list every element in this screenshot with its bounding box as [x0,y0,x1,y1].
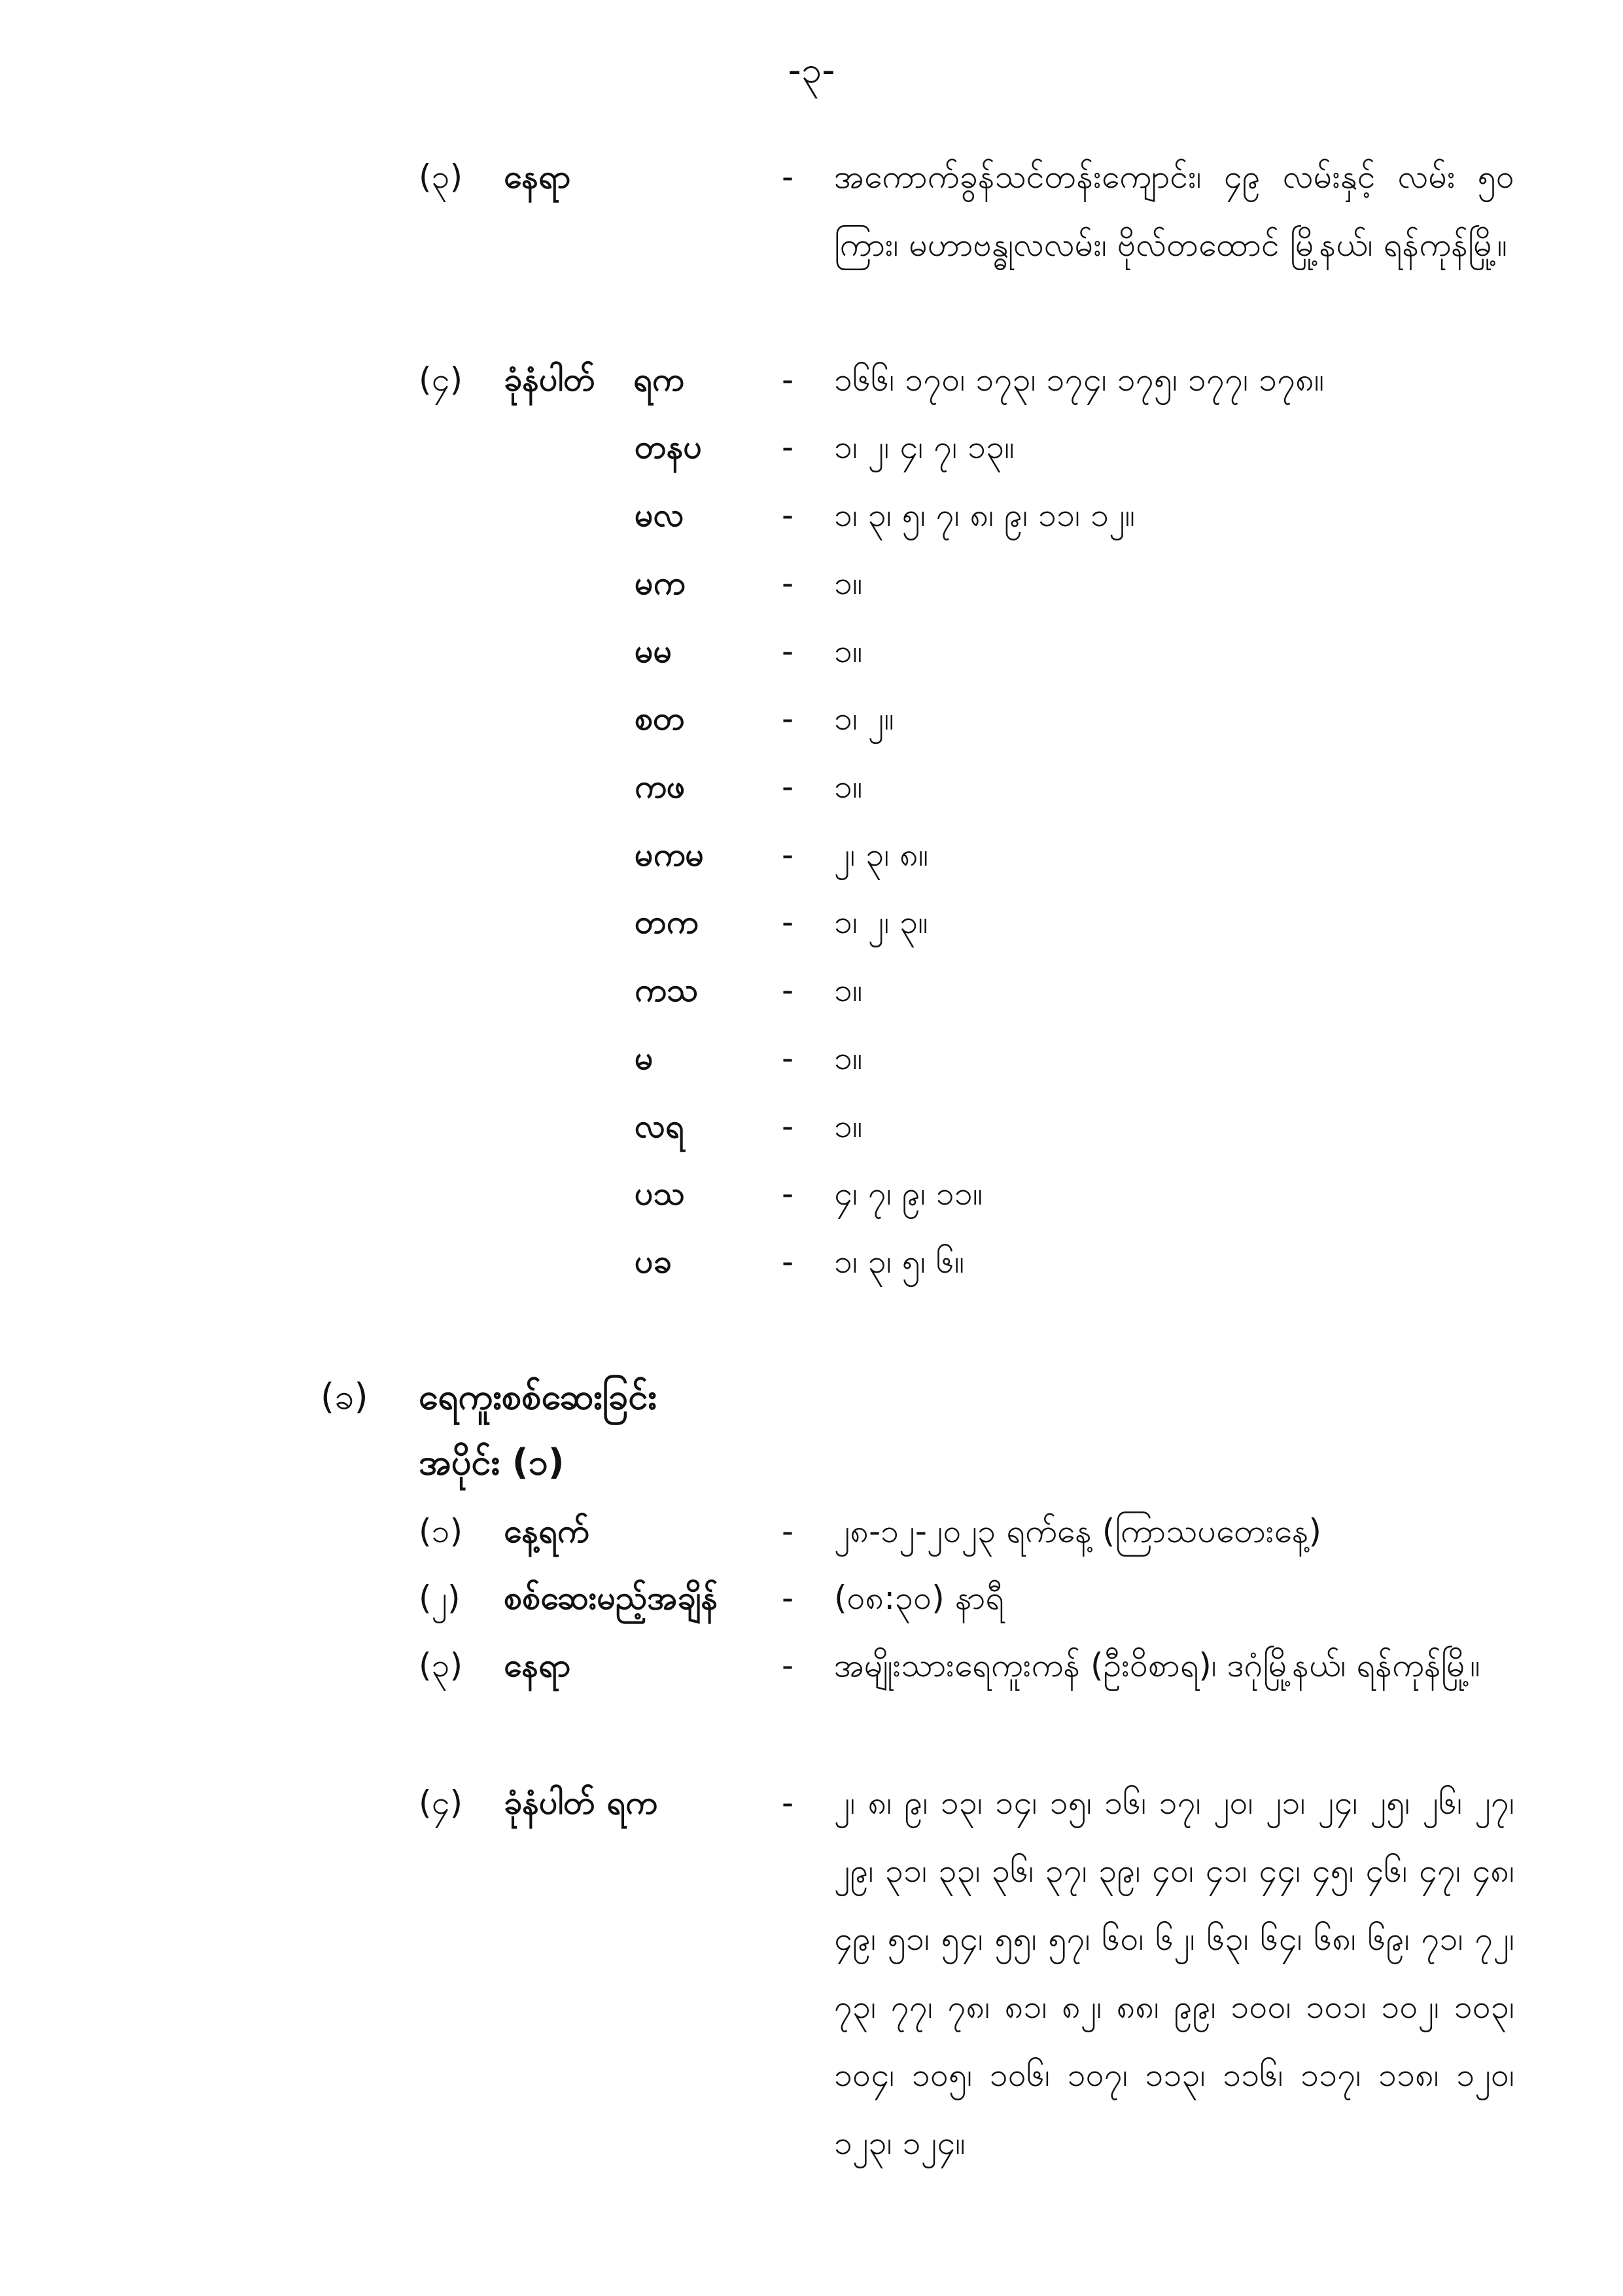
seat-row [0,1097,1623,1156]
item-label: နေ့ရက် [504,1512,589,1550]
seat-row-value: ၁၊ ၂၊ ၄၊ ၇၊ ၁၃။ [834,428,1015,466]
seat-row-dash: - [782,1107,794,1145]
item-dash: - [782,1646,794,1684]
item-number: (၂) [419,1579,461,1617]
seat-row-label: လရ [635,1107,684,1145]
seat-row [0,1029,1623,1087]
seat-row-dash: - [782,903,794,941]
item-dash: - [782,1512,794,1550]
seat-row-value: ၁။ [834,1039,863,1077]
seat-row [0,1164,1623,1223]
seat-row-value: ၁။ [834,564,863,602]
item-number: (၃) [419,1646,463,1684]
seat-row [0,961,1623,1019]
seat-row [0,417,1623,476]
item-dash: - [782,1784,794,1822]
seat-row-value: ၁။ [834,971,863,1009]
item-label: နေရာ [504,1646,571,1684]
item-dash: - [782,1579,794,1617]
section-title [419,1368,657,1426]
item-number: (၃) [419,158,463,196]
seat-row-value: ၁။ [834,768,863,805]
seat-row [0,486,1623,544]
seat-row-value: ၁။ [834,1107,863,1145]
seat-row-value: ၁၆၆၊ ၁၇၀၊ ၁၇၃၊ ၁၇၄၊ ၁၇၅၊ ၁၇၇၊ ၁၇၈။ [834,361,1325,398]
seat-row-label: မကမ [635,836,705,874]
item-number: (၄) [419,361,463,398]
seat-row-label: တက [635,903,699,941]
seat-row [0,757,1623,816]
item-number: (၁) [419,1512,463,1550]
seat-row-value: ၁၊ ၃၊ ၅၊ ၇၊ ၈၊ ၉၊ ၁၁၊ ၁၂။ [834,496,1135,534]
page-number: -၃- [788,49,835,92]
seat-row-dash: - [782,971,794,1009]
item-label: စစ်ဆေးမည့်အချိန် [504,1579,718,1617]
item-dash: - [782,158,794,196]
seat-row [0,892,1623,951]
seat-row [0,689,1623,748]
section-part-text: အပိုင်း (၁) [419,1441,565,1483]
seat-row-value: ၁၊ ၂။ [834,699,894,737]
seat-row-value: ၂၊ ၃၊ ၈။ [834,836,928,874]
seat-row-label: မ [635,1039,654,1077]
seat-row-value: ၄၊ ၇၊ ၉၊ ၁၁။ [834,1174,983,1212]
seat-row-label: ရက [633,361,684,398]
seat-row [0,825,1623,884]
seat-row-label: ပသ [635,1174,685,1212]
seat-row-dash: - [782,1174,794,1212]
date-row [0,1502,1623,1561]
item-label: ခုံနံပါတ် [504,361,595,398]
date-value: ၂၈-၁၂-၂၀၂၃ ရက်နေ့ (ကြာသပတေးနေ့) [834,1512,1322,1550]
seat-row-label: မလ [635,496,684,534]
seat-row-label: တနပ [635,428,703,466]
seat-row-dash: - [782,836,794,874]
seat-row-label: ပခ [635,1243,672,1280]
item-number: (၄) [419,1784,463,1822]
seat-row-value: ၁၊ ၂၊ ၃။ [834,903,928,941]
seat-row-value: ၁၊ ၃၊ ၅၊ ၆။ [834,1243,965,1280]
seat-row [0,622,1623,680]
seat-row-label: မမ [635,632,672,670]
section-part [419,1433,565,1492]
time-row [0,1568,1623,1627]
seat-row-label: ကသ [635,971,699,1009]
time-value: (၀၈:၃၀) နာရီ [834,1579,1004,1617]
location-row [419,147,1531,264]
venue-row [0,1636,1623,1695]
seat-row-dash: - [782,564,794,602]
seat-row-label: စတ [635,699,685,737]
seat-row-dash: - [782,699,794,737]
seat-row-dash: - [782,428,794,466]
location-value: အကောက်ခွန်သင်တန်းကျောင်း၊ ၄၉ လမ်းနှင့် လမ်း ၅၀ ကြား၊ မဟာဗန္ဓုလလမ်း၊ ဗိုလ်တထောင် မြို့နယ်၊ ရန်ကုန်မြို့။ [834,158,1514,264]
seat-row-dash: - [782,361,794,398]
seat-row-dash: - [782,1243,794,1280]
seat-row [0,554,1623,612]
venue-value: အမျိုးသားရေကူးကန် (ဦးဝိစာရ)၊ ဒဂုံမြို့နယ်၊ ရန်ကုန်မြို့။ [834,1646,1480,1684]
seat-row-dash: - [782,632,794,670]
seat-row-dash: - [782,496,794,534]
seat-row [0,350,1623,409]
seat-row-dash: - [782,768,794,805]
item-label: နေရာ [504,158,571,196]
seat-row-dash: - [782,1039,794,1077]
section-title-text: ရေကူးစစ်ဆေးခြင်း [419,1376,657,1417]
swim-seat-row [0,1773,1623,2162]
seat-row [0,1232,1623,1291]
item-label: ခုံနံပါတ် ရက [504,1784,657,1822]
section-number: (ခ) [321,1376,368,1417]
seat-row-label: မက [635,564,686,602]
seat-row-label: ကဖ [635,768,686,805]
swim-seat-value: ၂၊ ၈၊ ၉၊ ၁၃၊ ၁၄၊ ၁၅၊ ၁၆၊ ၁၇၊ ၂၀၊ ၂၁၊ ၂၄၊ ၂၅၊ ၂၆၊ ၂၇၊ ၂၉၊ ၃၁၊ ၃၃၊ ၃၆၊ ၃၇၊ ၃၉၊ ၄၀၊ ၄၁၊ ၄၄၊ ၄၅၊ ၄၆၊ ၄၇၊ ၄၈၊ ၄၉၊ ၅၁၊ ၅၄၊ ၅၅၊ ၅၇၊ ၆၀၊ ၆၂၊ ၆၃၊ ၆၄၊ ၆၈၊ ၆၉၊ ၇၁၊ ၇၂၊ ၇၃၊ ၇၇၊ ၇၈၊ ၈၁၊ ၈၂၊ ၈၈၊ ၉၉၊ ၁၀၀၊ ၁၀၁၊ ၁၀၂၊ ၁၀၃၊ ၁၀၄၊ ၁၀၅၊ ၁၀၆၊ ၁၀၇၊ ၁၁၃၊ ၁၁၆၊ ၁၁၇၊ ၁၁၈၊ ၁၂၀၊ ၁၂၃၊ ၁၂၄။ [834,1784,1514,2162]
seat-row-value: ၁။ [834,632,863,670]
